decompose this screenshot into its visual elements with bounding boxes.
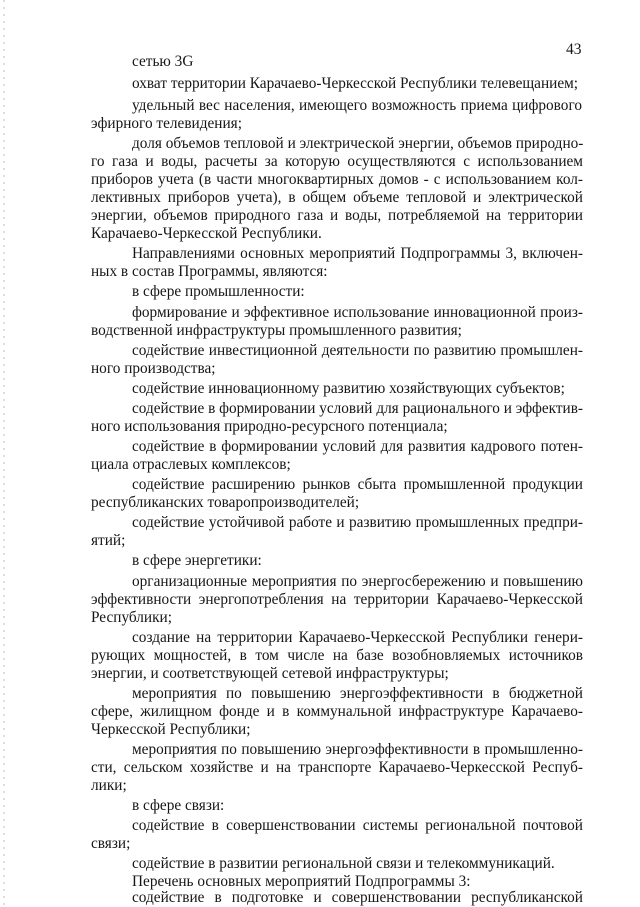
text-line: в сфере промышленности: — [132, 283, 305, 300]
text-line — [132, 573, 583, 591]
text-line: ного использования природно-ресурсного потенциала; — [91, 418, 448, 435]
text-line-content: создание на территории Карачаево-Черкесской Республики генери- — [132, 629, 583, 646]
text-line-content: удельный вес населения, имеющего возможность приема цифрового — [132, 97, 582, 114]
text-line: энергии, и соответствующей сетевой инфраструктуры; — [91, 665, 449, 682]
text-line-content: приборов учета (в части многоквартирных домов - с использованием кол- — [91, 171, 583, 188]
text-line — [91, 703, 583, 721]
text-line — [132, 304, 583, 322]
text-line — [132, 817, 583, 835]
text-line: Республики; — [91, 609, 172, 626]
text-line: в сфере энергетики: — [132, 552, 262, 569]
text-line — [132, 476, 583, 494]
text-line: связи; — [91, 835, 131, 852]
text-line-content: доля объемов тепловой и электрической энергии, объемов природно- — [132, 135, 584, 152]
text-line: охват территории Карачаево-Черкесской Республики телевещанием; — [132, 75, 579, 92]
text-line-content: мероприятия по повышению энергоэффективности в промышленно- — [132, 741, 583, 758]
text-line — [91, 647, 583, 665]
text-line-content: эффективности энергопотребления на территории Карачаево-Черкесской — [91, 591, 583, 608]
text-line-content: рующих мощностей, в том числе на базе возобновляемых источников — [91, 647, 583, 664]
text-line: сетью 3G — [132, 53, 194, 70]
text-line: в сфере связи: — [132, 797, 225, 814]
text-line-content: содействие в подготовке и совершенствовании республиканской — [132, 889, 583, 906]
text-line — [91, 207, 583, 225]
text-line — [132, 629, 583, 647]
text-line: республиканских товаропроизводителей; — [91, 494, 360, 511]
text-line: содействие в развитии региональной связи и телекоммуникаций. — [132, 855, 555, 872]
text-line-content: мероприятия по повышению энергоэффективности в бюджетной — [132, 685, 583, 702]
text-line-content: содействие в формировании условий для развития кадрового потен- — [132, 438, 583, 455]
text-line: Карачаево-Черкесской Республики. — [91, 225, 322, 242]
text-line — [132, 245, 583, 263]
text-line: Перечень основных мероприятий Подпрограммы 3: — [132, 873, 471, 890]
text-line-content: содействие в формировании условий для рационального и эффектив- — [132, 400, 583, 417]
text-line — [132, 741, 583, 759]
text-line — [132, 135, 583, 153]
text-line-content: организационные мероприятия по энергосбережению и повышению — [132, 573, 583, 590]
text-line-content: содействие расширению рынков сбыта промышленной продукции — [132, 476, 583, 493]
text-line — [91, 153, 583, 171]
scan-edge-marks — [3, 0, 5, 905]
text-line — [91, 759, 583, 777]
text-line-content: содействие устойчивой работе и развитию промышленных предпри- — [132, 514, 583, 531]
text-line: эфирного телевидения; — [91, 115, 242, 132]
text-line — [132, 889, 583, 907]
text-line: циала отраслевых комплексов; — [91, 456, 291, 473]
text-line — [91, 189, 583, 207]
text-line-content: сфере, жилищном фонде и в коммунальной инфраструктуре Карачаево- — [91, 703, 583, 720]
text-line: лики; — [91, 777, 127, 794]
text-line-content: формирование и эффективное использование инновационной произ- — [132, 304, 583, 321]
text-line — [132, 685, 583, 703]
text-line-content: лективных приборов учета), в общем объеме тепловой и электрической — [91, 189, 583, 206]
text-line: ных в состав Программы, являются: — [91, 263, 328, 280]
text-line-content: сти, сельском хозяйстве и на транспорте Карачаево-Черкесской Респуб- — [91, 759, 583, 776]
text-line — [91, 171, 583, 189]
text-line: ного производства; — [91, 360, 216, 377]
text-line — [132, 342, 583, 360]
text-line-content: го газа и воды, расчеты за которую осуществляются с использованием — [91, 153, 583, 170]
text-line-content: содействие в совершенствовании системы региональной почтовой — [132, 817, 583, 834]
text-line — [132, 514, 583, 532]
text-line-content: содействие инвестиционной деятельности по развитию промышлен- — [132, 342, 583, 359]
text-line — [132, 97, 582, 115]
text-line — [132, 400, 583, 418]
text-line: водственной инфраструктуры промышленного развития; — [91, 322, 462, 339]
text-line — [91, 591, 583, 609]
page-number: 43 — [566, 41, 582, 58]
text-line-content: Направлениями основных мероприятий Подпрограммы 3, включен- — [132, 245, 583, 262]
text-line-content: энергии, объемов природного газа и воды, потребляемой на территории — [91, 207, 583, 224]
text-line: Черкесской Республики; — [91, 721, 251, 738]
text-line — [132, 438, 583, 456]
text-line: ятий; — [91, 532, 126, 549]
text-line: содействие инновационному развитию хозяйствующих субъектов; — [132, 380, 565, 397]
